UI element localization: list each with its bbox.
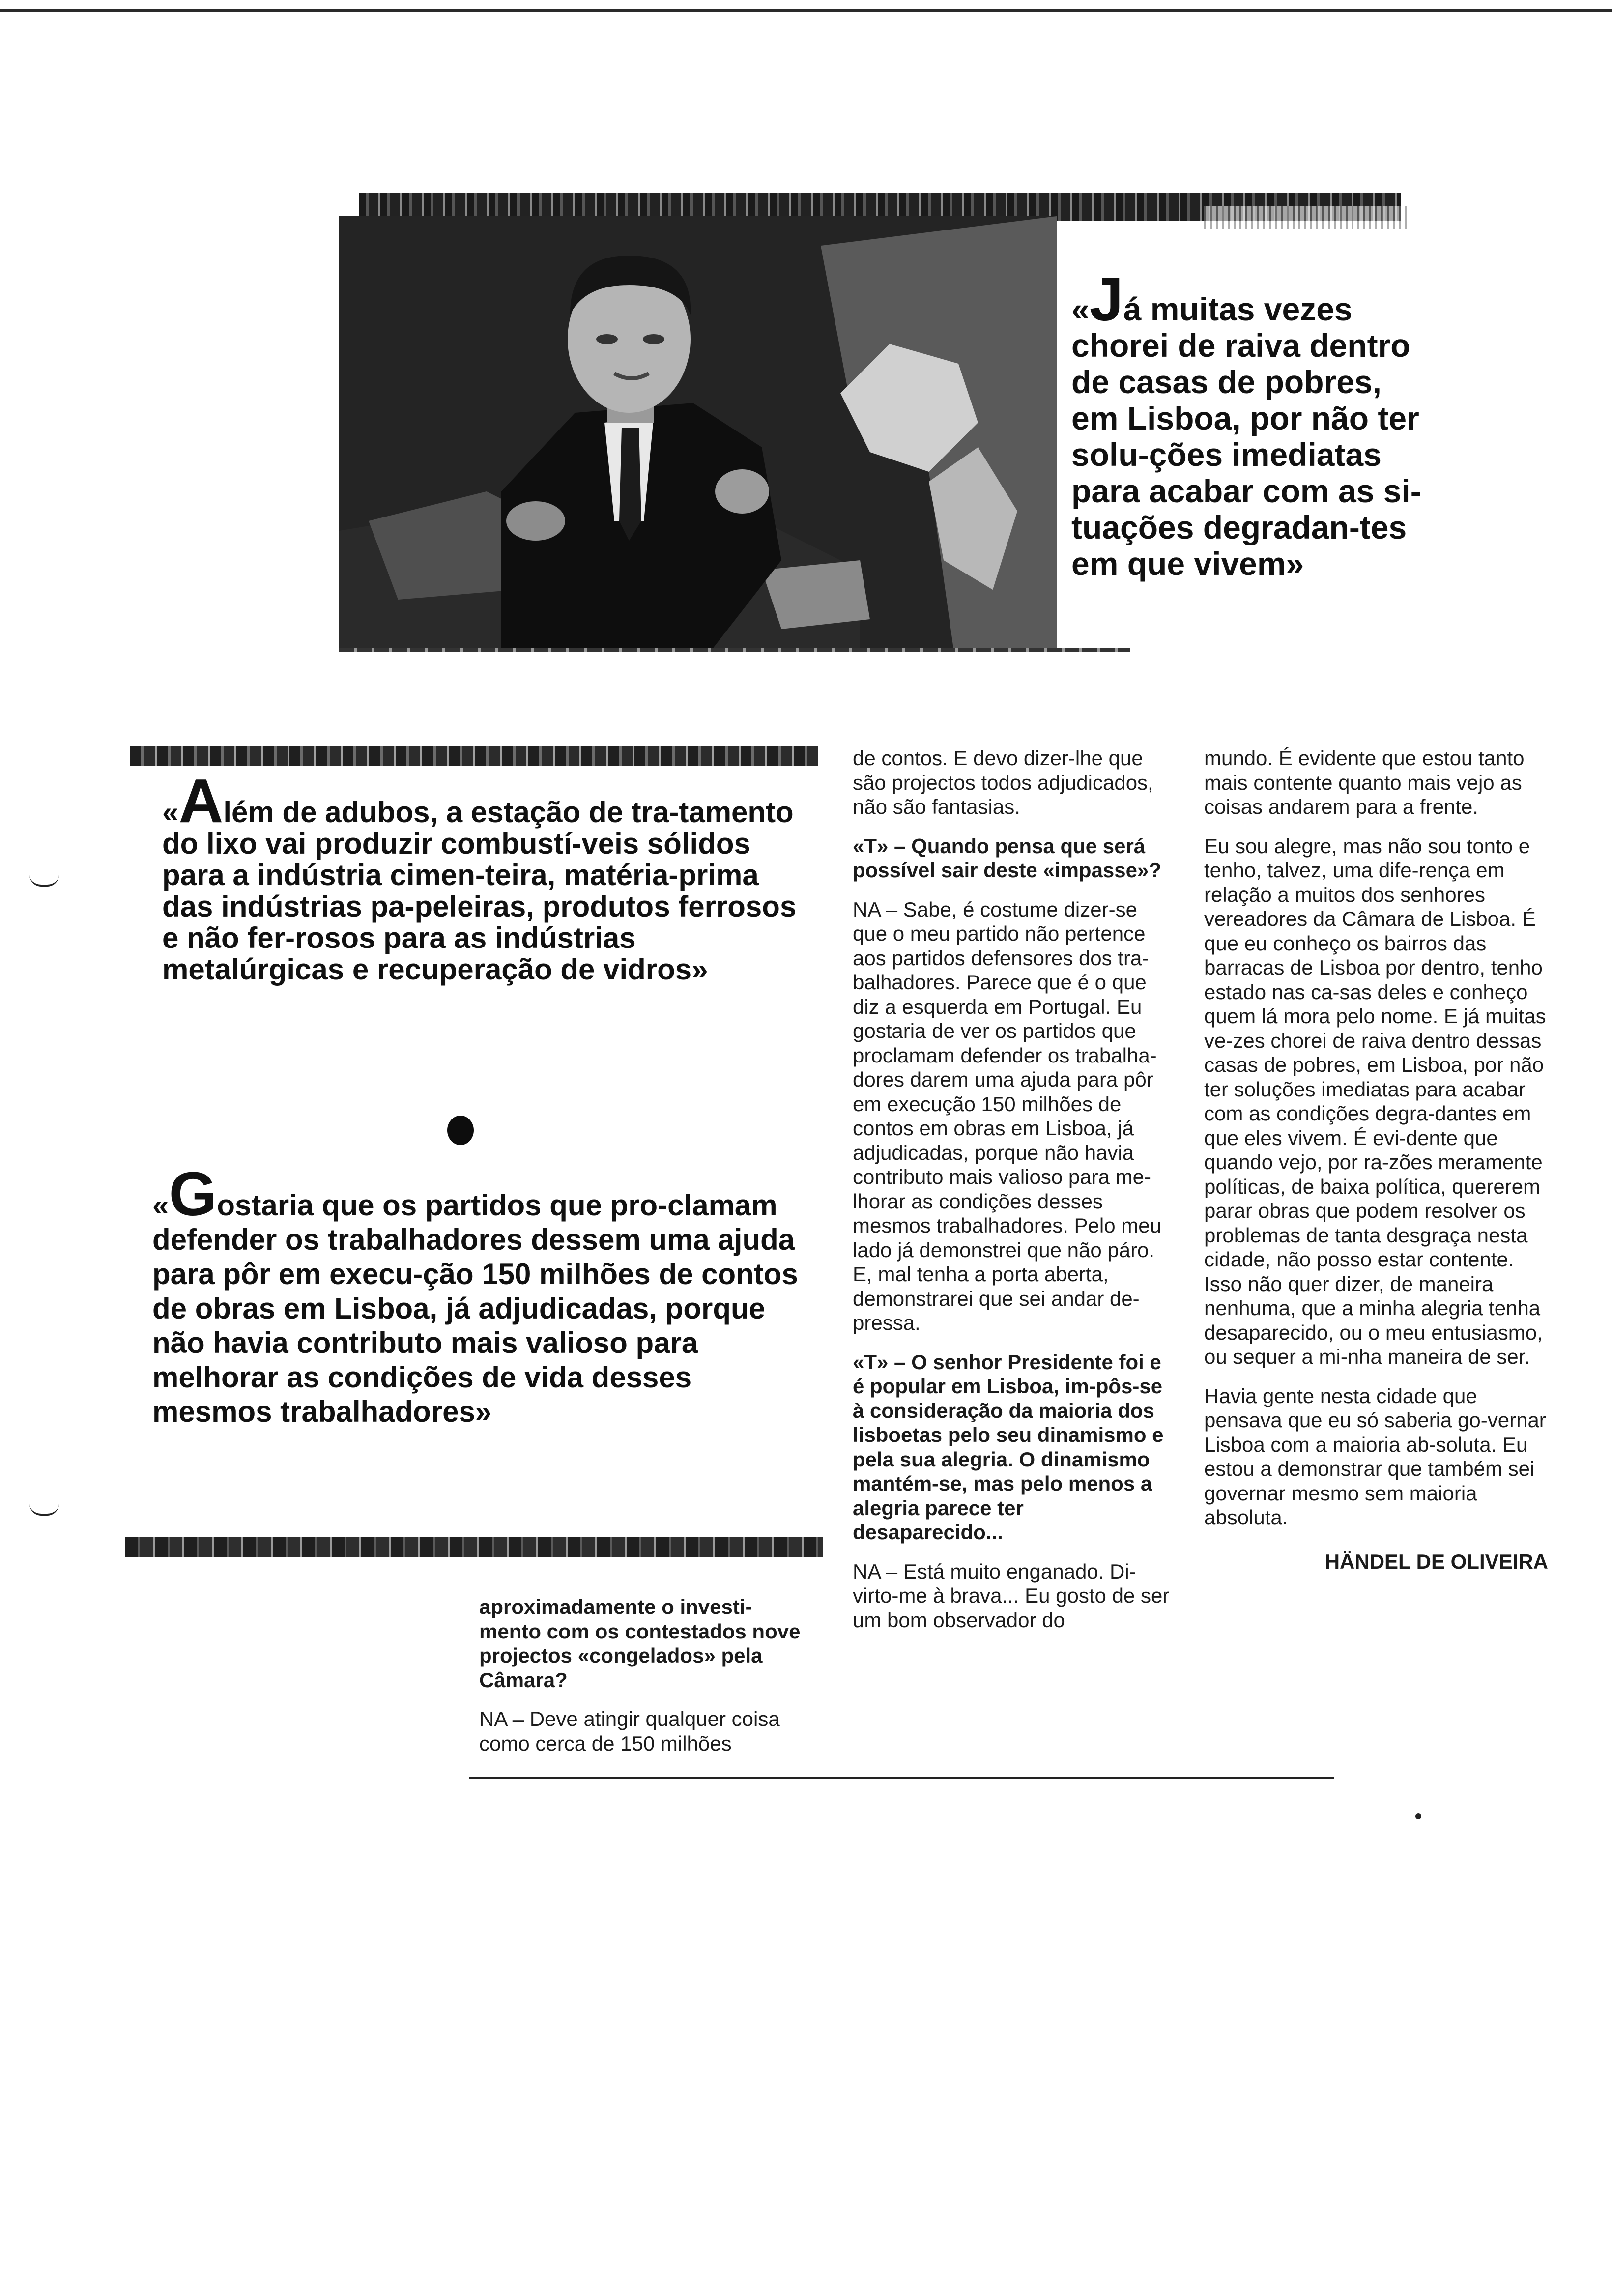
photo-quote-text: á muitas vezes chorei de raiva dentro de casas de pobres, em Lisboa, por não ter solu-ções imediatas para acabar com as si-tuações degradan-tes em que vivem» (1071, 291, 1421, 582)
pull-quote-waste-plant (162, 766, 816, 986)
photo-quote-open: « (1071, 291, 1090, 327)
pull-quote-1-initial: A (178, 766, 224, 835)
article-end-rule (469, 1777, 1334, 1779)
margin-punch-mark (29, 875, 59, 887)
photo-quote-initial: J (1089, 266, 1123, 334)
col2-paragraph-2: NA – Sabe, é costume dizer-se que o meu partido não pertence aos partidos defensores dos tra-balhadores. Parece que é o que diz a esquerda em Portugal. Eu gostaria de ver os partidos que proclamam defender os trabalha-dores darem uma ajuda para pôr em execução 150 milhões de contos em obras em Lisboa, já adjudicadas, porque não havia contributo mais valioso para me-lhorar as condições desses mesmos trabalhadores. Pelo meu lado já demonstrei que não páro. E, mal tenha a porta aberta, demonstrarei que sei andar de-pressa. (853, 897, 1161, 1334)
col2-paragraph-3: NA – Está muito enganado. Di-virto-me à brava... Eu gosto de ser um bom observador do (853, 1559, 1170, 1632)
col3-paragraph-1: mundo. É evidente que estou tanto mais contente quanto mais vejo as coisas andarem para a frente. (1204, 746, 1525, 818)
portrait-photo-icon (339, 216, 1057, 649)
article-column-3 (1204, 746, 1548, 1574)
author-byline: HÄNDEL DE OLIVEIRA (1324, 1550, 1548, 1573)
pull-quote-2-initial: G (169, 1159, 217, 1229)
article-column-2 (853, 746, 1172, 1647)
question-impasse: «T» – Quando pensa que será possível sair deste «impasse»? (853, 834, 1162, 882)
article-column-1 (479, 1595, 813, 1770)
stray-dot (1415, 1813, 1421, 1819)
question-popularity: «T» – O senhor Presidente foi e é popular em Lisboa, im-pôs-se à consideração da maioria dos lisboetas pelo seu dinamismo e pela sua alegria. O dinamismo mantém-se, mas pelo menos a alegria parece ter desaparecido... (853, 1350, 1164, 1544)
photo-bottom-rule (339, 648, 1130, 652)
margin-punch-mark (29, 1504, 59, 1516)
pull-quote-2-open: « (152, 1189, 169, 1222)
pull-quote-1-text: lém de adubos, a estação de tra-tamento do lixo vai produzir combustí-veis sólidos para a indústria cimen-teira, matéria-prima das indústrias pa-peleiras, produtos ferrosos e não fer-rosos para as indústrias metalúrgicas e recuperação de vidros» (162, 796, 797, 986)
answer-investment: NA – Deve atingir qualquer coisa como cerca de 150 milhões (479, 1707, 780, 1755)
photo-top-band-fade (1204, 206, 1410, 229)
col2-paragraph-1: de contos. E devo dizer-lhe que são projectos todos adjudicados, não são fantasias. (853, 746, 1153, 818)
pull-quote-top-band (130, 746, 818, 766)
pull-quote-2-text: ostaria que os partidos que pro-clamam defender os trabalhadores dessem uma ajuda para pôr em execu-ção 150 milhões de contos de obras em Lisboa, já adjudicadas, porque não havia contributo mais valioso para melhorar as condições de vida desses mesmos trabalhadores» (152, 1189, 798, 1428)
question-investment: aproximadamente o investi-mento com os contestados nove projectos «congelados» pela Câmara? (479, 1595, 801, 1692)
photo-caption-quote (1071, 266, 1425, 582)
bullet-separator-icon (447, 1116, 474, 1145)
pull-quote-1-open: « (162, 796, 179, 829)
pull-quote-parties (152, 1159, 816, 1429)
col3-paragraph-2: Eu sou alegre, mas não sou tonto e tenho, talvez, uma dife-rença em relação a muitos dos senhores vereadores da Câmara de Lisboa. É que eu conheço os bairros das barracas de Lisboa por dentro, tenho estado nas ca-sas deles e conheço quem lá mora pelo nome. E já muitas ve-zes chorei de raiva dentro dessas casas de pobres, em Lisboa, por não ter soluções imediatas para acabar com as condições degra-dantes em que eles vivem. É evi-dente que quando vejo, por ra-zões meramente políticas, de baixa política, quererem parar obras que podem resolver os problemas de tanta desgraça nesta cidade, não posso estar contente. Isso não quer dizer, de maneira nenhuma, que a minha alegria tenha desaparecido, ou o meu entusiasmo, ou sequer a mi-nha maneira de ser. (1204, 834, 1546, 1368)
top-rule (0, 9, 1612, 12)
col3-paragraph-3: Havia gente nesta cidade que pensava que eu só saberia go-vernar Lisboa com a maioria ab-soluta. Eu estou a demonstrar que também sei governar mesmo sem maioria absoluta. (1204, 1384, 1546, 1529)
pull-quote-bottom-band (125, 1537, 823, 1557)
